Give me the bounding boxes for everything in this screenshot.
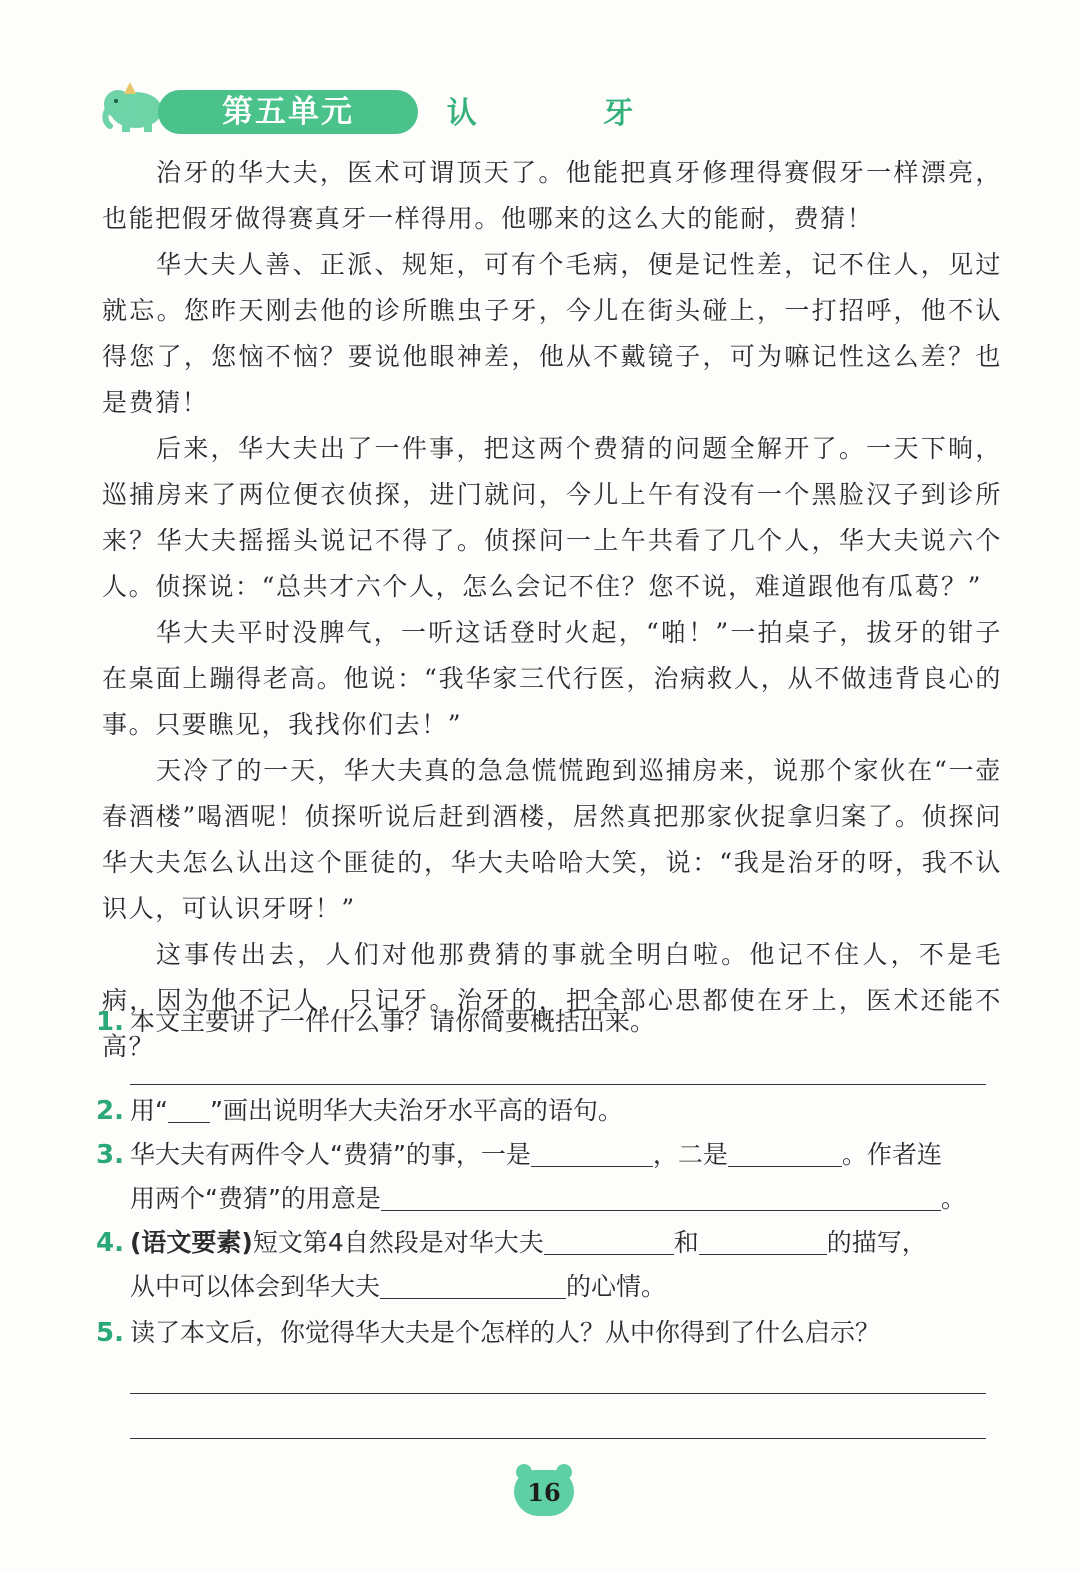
answer-blank[interactable]	[544, 1228, 674, 1255]
page-number: 16	[527, 1478, 561, 1507]
question-number: 1.	[96, 1007, 124, 1037]
answer-blank[interactable]	[728, 1140, 842, 1167]
question-3: 3. 华大夫有两件令人“费猜”的事，一是 ，二是 。作者连 用两个“费猜”的用意是 。	[96, 1133, 996, 1221]
question-2: 2. 用“ ”画出说明华大夫治牙水平高的语句。	[96, 1089, 996, 1133]
question-5	[96, 1311, 996, 1355]
paragraph-6: 这事传出去，人们对他那费猜的事就全明白啦。他记不住人，不是毛病，因为他不记人，只记牙。治牙的，把全部心思都使在牙上，医术还能不高？	[102, 940, 1002, 1061]
passage	[102, 150, 1002, 1070]
question-number: 3.	[96, 1140, 124, 1170]
paragraph-5: 天冷了的一天，华大夫真的急急慌慌跑到巡捕房来，说那个家伙在“一壶春酒楼”喝酒呢！侦探听说后赶到酒楼，居然真把那家伙捉拿归案了。侦探问华大夫怎么认出这个匪徒的，华大夫哈哈大笑，说：“我是治牙的呀，我不认识人，可认识牙呀！”	[102, 756, 1002, 923]
question-number: 5.	[96, 1318, 124, 1348]
question-4: 4. (语文要素)短文第4自然段是对华大夫 和 的描写， 从中可以体会到华大夫 的心情。	[96, 1221, 996, 1309]
skill-tag: (语文要素)	[130, 1228, 253, 1257]
paragraph-2: 华大夫人善、正派、规矩，可有个毛病，便是记性差，记不住人，见过就忘。您昨天刚去他的诊所瞧虫子牙，今儿在街头碰上，一打招呼，他不认得您了，您恼不恼？要说他眼神差，他从不戴镜子，可为嘛记性这么差？也是费猜！	[102, 250, 1002, 417]
answer-blank[interactable]	[531, 1140, 653, 1167]
unit-label: 第五单元	[158, 90, 418, 134]
answer-blank[interactable]	[381, 1184, 941, 1211]
paragraph-4: 华大夫平时没脾气，一听这话登时火起，“啪！”一拍桌子，拔牙的钳子在桌面上蹦得老高。他说：“我华家三代行医，治病救人，从不做违背良心的事。只要瞧见，我找你们去！”	[102, 618, 1002, 739]
answer-blank[interactable]	[699, 1228, 827, 1255]
answer-blank[interactable]	[380, 1272, 566, 1299]
page-number-badge	[514, 1470, 574, 1516]
question-number: 2.	[96, 1096, 124, 1126]
question-1	[96, 1000, 996, 1044]
answer-line[interactable]	[130, 1394, 986, 1439]
question-number: 4.	[96, 1228, 124, 1258]
question-list	[96, 1000, 996, 1439]
paragraph-1: 治牙的华大夫，医术可谓顶天了。他能把真牙修理得赛假牙一样漂亮，也能把假牙做得赛真牙一样得用。他哪来的这么大的能耐，费猜！	[102, 158, 1002, 233]
page-title: 认 牙	[446, 96, 692, 131]
answer-line[interactable]	[130, 1355, 986, 1394]
underline-sample	[168, 1096, 210, 1123]
question-text: 读了本文后，你觉得华大夫是个怎样的人？从中你得到了什么启示？	[130, 1318, 881, 1347]
paragraph-3: 后来，华大夫出了一件事，把这两个费猜的问题全解开了。一天下晌，巡捕房来了两位便衣侦探，进门就问，今儿上午有没有一个黑脸汉子到诊所来？华大夫摇摇头说记不得了。侦探问一上午共看了几个人，华大夫说六个人。侦探说：“总共才六个人，怎么会记不住？您不说，难道跟他有瓜葛？”	[102, 434, 1002, 601]
question-text: 本文主要讲了一件什么事？请你简要概括出来。	[130, 1007, 656, 1036]
answer-line[interactable]	[130, 1044, 986, 1085]
